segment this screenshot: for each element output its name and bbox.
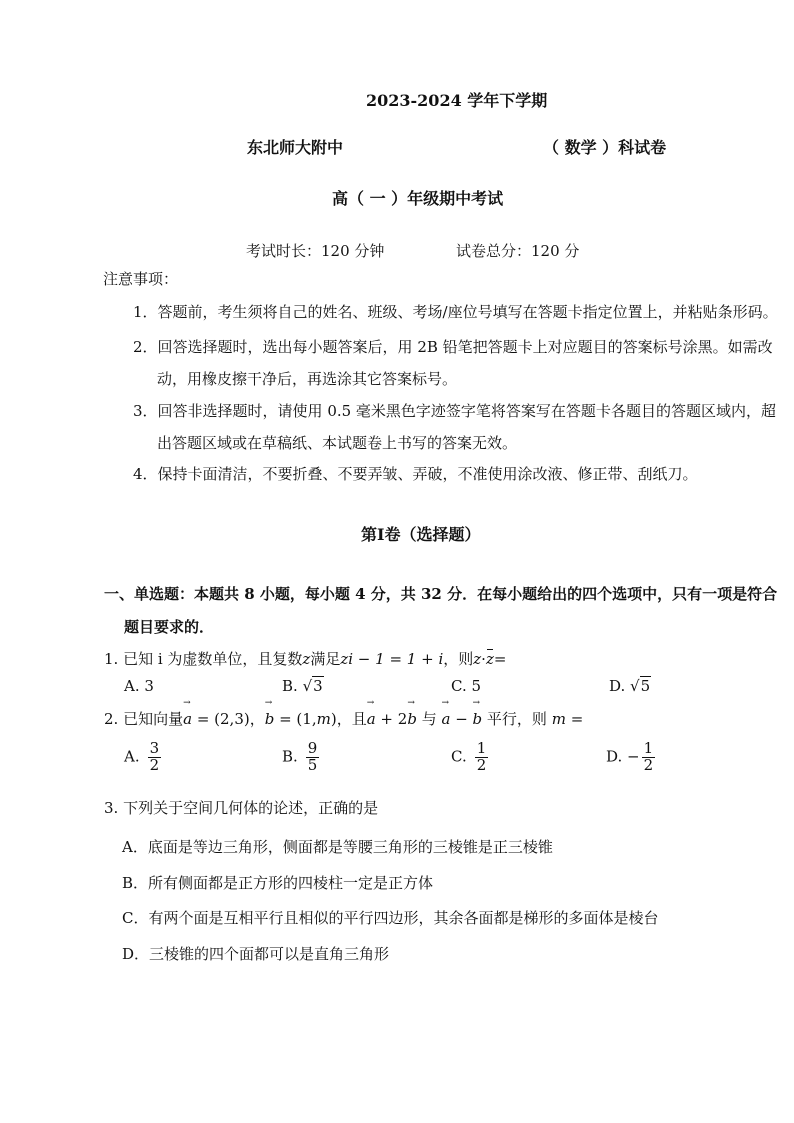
q2-option-b: B. $\frac{9}{5}$ bbox=[282, 739, 318, 774]
q1-option-c: C. 5 bbox=[451, 677, 482, 695]
notice-item: 3．回答非选择题时，请使用 0.5 毫米黑色字迹签字笔将答案写在答题卡各题目的答题区域内，超 bbox=[133, 402, 776, 420]
subject-title: （ 数学 ）科试卷 bbox=[543, 138, 667, 157]
q1-option-d: D. √5 bbox=[609, 677, 651, 695]
q3-option-d: D．三棱锥的四个面都可以是直角三角形 bbox=[122, 945, 390, 963]
question-2-stem: 2. 已知向量→ a = (2,3)，→ b = (1,m)，且→ a + 2→ b 与 → a − → b 平行，则 m = bbox=[104, 708, 583, 729]
q2-option-a: A. $\frac{3}{2}$ bbox=[124, 739, 160, 774]
notice-item: 4．保持卡面清洁，不要折叠、不要弄皱、弄破，不准使用涂改液、修正带、刮纸刀。 bbox=[133, 465, 698, 483]
question-3-stem: 3. 下列关于空间几何体的论述，正确的是 bbox=[104, 799, 379, 817]
question-1-stem: 1. 已知 i 为虚数单位，且复数z满足zi − 1 = 1 + i，则z·z= bbox=[104, 650, 507, 668]
exam-duration: 考试时长：120 分钟 bbox=[246, 242, 385, 260]
q2-option-d: D. − $\frac{1}{2}$ bbox=[606, 739, 654, 774]
q1-option-b: B. √3 bbox=[282, 677, 323, 695]
section-instructions: 一、单选题：本题共 8 小题，每小题 4 分，共 32 分．在每小题给出的四个选项中，只有一项是符合 bbox=[104, 585, 778, 603]
school-name: 东北师大附中 bbox=[247, 138, 344, 157]
q3-option-a: A．底面是等边三角形，侧面都是等腰三角形的三棱锥是正三棱锥 bbox=[122, 838, 553, 856]
notice-item: 出答题区域或在草稿纸、本试题卷上书写的答案无效。 bbox=[157, 434, 518, 452]
exam-term: 2023-2024 学年下学期 bbox=[366, 91, 548, 110]
part-title: 第Ⅰ卷（选择题） bbox=[361, 525, 481, 544]
section-instructions-cont: 题目要求的． bbox=[124, 618, 215, 636]
notice-item: 动，用橡皮擦干净后，再选涂其它答案标号。 bbox=[157, 370, 458, 388]
notice-title: 注意事项： bbox=[103, 270, 179, 288]
notice-item: 1．答题前，考生须将自己的姓名、班级、考场/座位号填写在答题卡指定位置上，并粘贴条形码。 bbox=[133, 303, 778, 321]
q2-option-c: C. $\frac{1}{2}$ bbox=[451, 739, 487, 774]
q3-option-c: C．有两个面是互相平行且相似的平行四边形，其余各面都是梯形的多面体是棱台 bbox=[122, 909, 659, 927]
q3-option-b: B．所有侧面都是正方形的四棱柱一定是正方体 bbox=[122, 874, 434, 892]
exam-title: 高（ 一 ）年级期中考试 bbox=[332, 189, 504, 208]
exam-total-score: 试卷总分：120 分 bbox=[456, 242, 580, 260]
q1-option-a: A. 3 bbox=[124, 677, 154, 695]
notice-item: 2．回答选择题时，选出每小题答案后，用 2B 铅笔把答题卡上对应题目的答案标号涂黑。如需改 bbox=[133, 338, 773, 356]
